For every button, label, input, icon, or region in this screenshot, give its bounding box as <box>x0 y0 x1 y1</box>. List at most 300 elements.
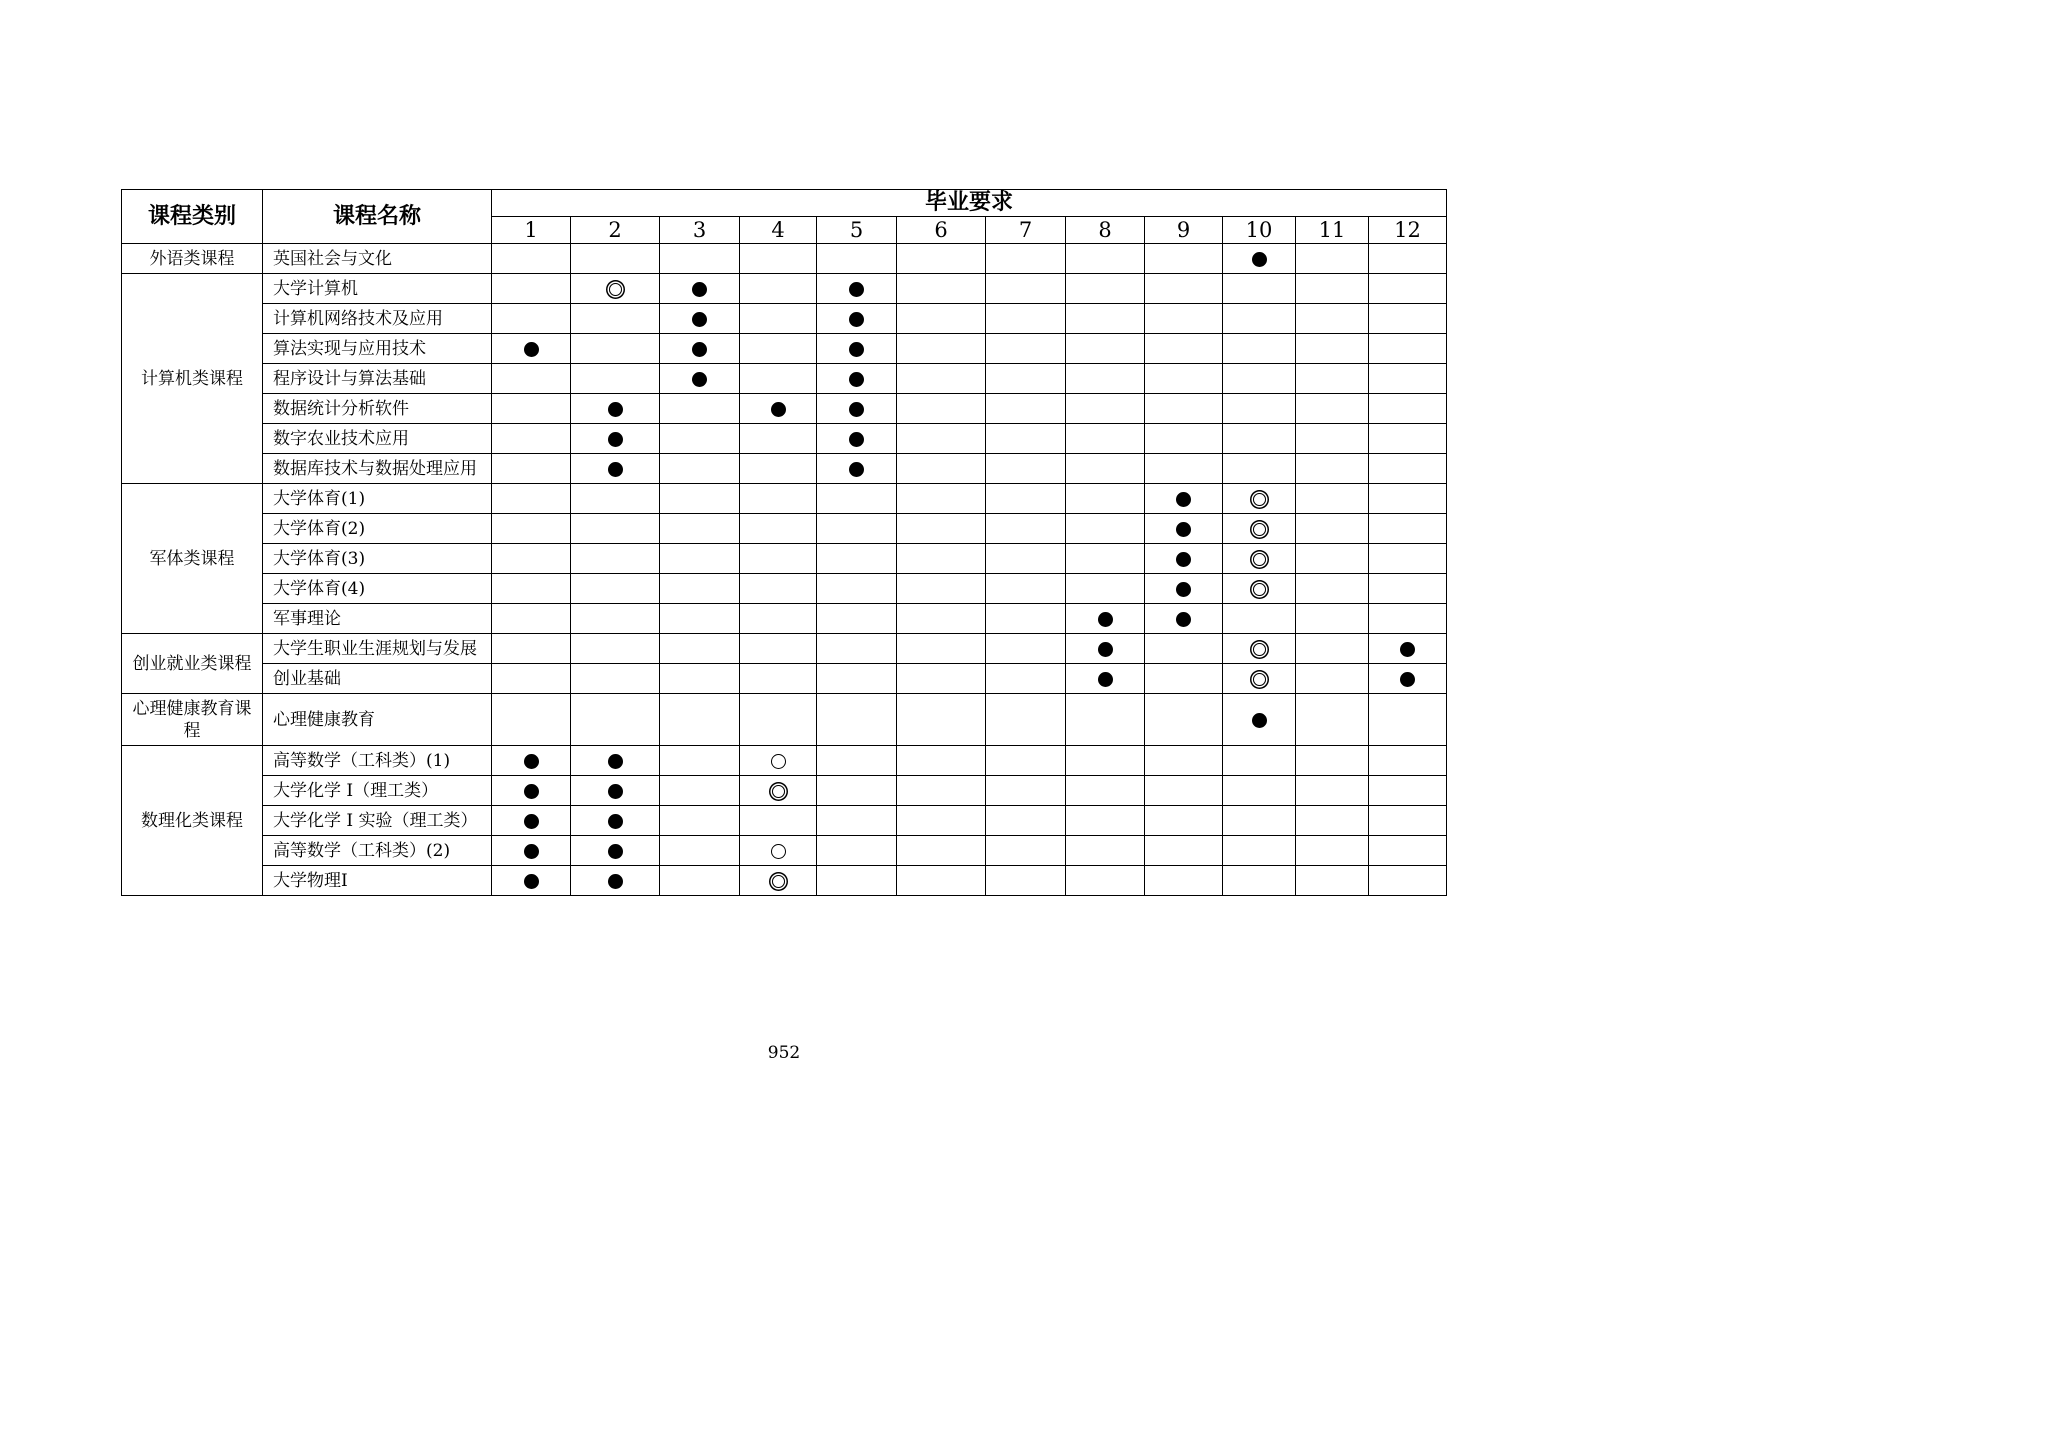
support-cell <box>986 304 1066 334</box>
support-cell <box>1066 244 1145 274</box>
support-cell <box>897 634 986 664</box>
course-name: 程序设计与算法基础 <box>263 364 492 394</box>
support-cell <box>660 304 740 334</box>
support-cell <box>1223 746 1296 776</box>
support-cell <box>660 364 740 394</box>
support-cell <box>740 746 817 776</box>
support-cell <box>897 866 986 896</box>
support-cell <box>1296 274 1369 304</box>
course-category: 军体类课程 <box>122 484 263 634</box>
support-cell <box>1223 634 1296 664</box>
support-cell <box>1223 514 1296 544</box>
course-name: 计算机网络技术及应用 <box>263 304 492 334</box>
support-cell <box>492 304 571 334</box>
support-cell <box>740 544 817 574</box>
support-cell <box>1223 394 1296 424</box>
support-cell <box>740 836 817 866</box>
support-mark <box>524 814 539 829</box>
support-cell <box>1369 604 1447 634</box>
requirement-number-5: 5 <box>817 217 897 244</box>
support-cell <box>1066 394 1145 424</box>
support-cell <box>1223 274 1296 304</box>
support-cell <box>897 244 986 274</box>
support-cell <box>492 274 571 304</box>
support-cell <box>897 604 986 634</box>
support-cell <box>1296 484 1369 514</box>
support-cell <box>897 304 986 334</box>
support-cell <box>817 364 897 394</box>
support-cell <box>492 424 571 454</box>
requirement-number-2: 2 <box>571 217 660 244</box>
requirement-number-4: 4 <box>740 217 817 244</box>
support-mark <box>608 754 623 769</box>
support-cell <box>1145 574 1223 604</box>
support-mark <box>1176 492 1191 507</box>
support-mark <box>1400 642 1415 657</box>
support-mark <box>1176 552 1191 567</box>
support-cell <box>1369 574 1447 604</box>
table-row <box>122 746 1447 776</box>
support-cell <box>1296 514 1369 544</box>
support-cell <box>986 274 1066 304</box>
table-row <box>122 454 1447 484</box>
support-cell <box>1369 776 1447 806</box>
support-cell <box>571 866 660 896</box>
support-cell <box>1296 304 1369 334</box>
support-cell <box>492 604 571 634</box>
support-cell <box>1296 574 1369 604</box>
support-cell <box>1066 364 1145 394</box>
support-cell <box>1369 274 1447 304</box>
support-cell <box>571 334 660 364</box>
support-cell <box>1066 274 1145 304</box>
support-cell <box>897 746 986 776</box>
support-cell <box>817 544 897 574</box>
table-row <box>122 244 1447 274</box>
support-cell <box>1066 836 1145 866</box>
support-cell <box>571 244 660 274</box>
course-category: 计算机类课程 <box>122 274 263 484</box>
support-mark <box>1252 252 1267 267</box>
support-mark <box>524 874 539 889</box>
support-cell <box>1369 806 1447 836</box>
support-cell <box>897 574 986 604</box>
course-name: 大学体育(2) <box>263 514 492 544</box>
support-cell <box>1145 634 1223 664</box>
support-cell <box>1145 806 1223 836</box>
support-cell <box>740 634 817 664</box>
support-mark <box>692 282 707 297</box>
support-cell <box>740 866 817 896</box>
support-cell <box>660 694 740 746</box>
course-name: 算法实现与应用技术 <box>263 334 492 364</box>
support-cell <box>986 634 1066 664</box>
support-cell <box>660 776 740 806</box>
support-cell <box>492 484 571 514</box>
support-cell <box>492 574 571 604</box>
support-cell <box>817 836 897 866</box>
support-cell <box>1223 694 1296 746</box>
support-cell <box>740 334 817 364</box>
support-cell <box>571 776 660 806</box>
header-row-top <box>122 190 1447 217</box>
support-cell <box>660 244 740 274</box>
support-cell <box>1066 746 1145 776</box>
support-cell <box>1145 334 1223 364</box>
support-cell <box>492 244 571 274</box>
support-cell <box>740 364 817 394</box>
support-mark <box>1253 523 1266 536</box>
support-mark <box>1252 713 1267 728</box>
support-cell <box>897 544 986 574</box>
support-cell <box>492 806 571 836</box>
support-cell <box>897 364 986 394</box>
support-cell <box>1145 746 1223 776</box>
support-cell <box>571 604 660 634</box>
support-mark <box>849 312 864 327</box>
support-cell <box>740 514 817 544</box>
table-row <box>122 604 1447 634</box>
support-cell <box>1369 424 1447 454</box>
support-cell <box>1223 664 1296 694</box>
support-mark <box>1176 522 1191 537</box>
support-cell <box>1223 604 1296 634</box>
table-row <box>122 806 1447 836</box>
support-mark <box>1098 612 1113 627</box>
support-mark <box>608 814 623 829</box>
support-cell <box>1066 514 1145 544</box>
table-row <box>122 776 1447 806</box>
table-row <box>122 334 1447 364</box>
support-cell <box>1066 866 1145 896</box>
support-mark <box>692 372 707 387</box>
support-cell <box>1369 304 1447 334</box>
support-cell <box>986 746 1066 776</box>
support-cell <box>817 304 897 334</box>
support-cell <box>660 664 740 694</box>
support-cell <box>1145 304 1223 334</box>
support-cell <box>492 776 571 806</box>
support-cell <box>740 484 817 514</box>
page-number: 952 <box>767 1043 801 1063</box>
support-cell <box>740 776 817 806</box>
support-cell <box>571 694 660 746</box>
support-cell <box>571 664 660 694</box>
support-cell <box>1369 634 1447 664</box>
support-mark <box>524 784 539 799</box>
support-cell <box>740 304 817 334</box>
support-cell <box>1066 304 1145 334</box>
support-cell <box>1296 604 1369 634</box>
support-mark <box>849 462 864 477</box>
course-category: 数理化类课程 <box>122 746 263 896</box>
support-mark <box>1253 493 1266 506</box>
support-mark <box>772 785 785 798</box>
support-cell <box>1066 776 1145 806</box>
support-mark <box>608 462 623 477</box>
support-mark <box>1253 673 1266 686</box>
support-mark <box>692 312 707 327</box>
support-mark <box>608 432 623 447</box>
support-cell <box>1296 544 1369 574</box>
support-cell <box>571 454 660 484</box>
course-name: 高等数学（工科类）(2) <box>263 836 492 866</box>
support-cell <box>1145 424 1223 454</box>
support-cell <box>897 776 986 806</box>
support-cell <box>1223 776 1296 806</box>
support-cell <box>571 394 660 424</box>
support-cell <box>1296 866 1369 896</box>
support-cell <box>660 394 740 424</box>
support-cell <box>1223 454 1296 484</box>
support-cell <box>660 634 740 664</box>
requirement-number-1: 1 <box>492 217 571 244</box>
support-cell <box>1369 244 1447 274</box>
support-cell <box>571 634 660 664</box>
support-cell <box>1296 334 1369 364</box>
support-cell <box>1369 746 1447 776</box>
support-cell <box>897 484 986 514</box>
support-cell <box>1066 484 1145 514</box>
header-graduation-requirements: 毕业要求 <box>492 190 1447 217</box>
support-cell <box>660 274 740 304</box>
support-mark <box>849 432 864 447</box>
support-cell <box>817 394 897 424</box>
support-mark <box>1253 643 1266 656</box>
support-cell <box>897 514 986 544</box>
support-cell <box>1066 544 1145 574</box>
requirement-number-6: 6 <box>897 217 986 244</box>
support-cell <box>660 514 740 544</box>
support-mark <box>1176 612 1191 627</box>
support-cell <box>660 424 740 454</box>
support-cell <box>1145 604 1223 634</box>
support-mark <box>608 874 623 889</box>
support-cell <box>571 424 660 454</box>
support-cell <box>1369 364 1447 394</box>
support-cell <box>660 544 740 574</box>
support-cell <box>986 394 1066 424</box>
support-cell <box>1145 274 1223 304</box>
support-cell <box>571 274 660 304</box>
support-cell <box>740 664 817 694</box>
support-cell <box>986 244 1066 274</box>
table-row <box>122 364 1447 394</box>
support-cell <box>986 776 1066 806</box>
support-cell <box>1066 334 1145 364</box>
support-cell <box>740 806 817 836</box>
table-row <box>122 866 1447 896</box>
support-cell <box>1066 806 1145 836</box>
support-cell <box>1223 424 1296 454</box>
support-cell <box>897 806 986 836</box>
course-name: 数据统计分析软件 <box>263 394 492 424</box>
support-cell <box>1296 806 1369 836</box>
requirement-number-7: 7 <box>986 217 1066 244</box>
support-cell <box>1369 664 1447 694</box>
support-cell <box>1145 836 1223 866</box>
course-name: 数据库技术与数据处理应用 <box>263 454 492 484</box>
support-cell <box>1066 454 1145 484</box>
table-row <box>122 304 1447 334</box>
course-name: 大学体育(4) <box>263 574 492 604</box>
support-cell <box>571 484 660 514</box>
table-row <box>122 574 1447 604</box>
support-cell <box>817 866 897 896</box>
support-cell <box>1296 364 1369 394</box>
support-cell <box>1223 364 1296 394</box>
support-cell <box>1369 544 1447 574</box>
support-cell <box>1223 836 1296 866</box>
course-name: 大学计算机 <box>263 274 492 304</box>
support-cell <box>1296 244 1369 274</box>
support-cell <box>1223 544 1296 574</box>
support-cell <box>1223 304 1296 334</box>
course-category: 心理健康教育课程 <box>122 694 263 746</box>
support-cell <box>986 604 1066 634</box>
support-cell <box>897 334 986 364</box>
support-cell <box>660 746 740 776</box>
support-cell <box>986 424 1066 454</box>
support-cell <box>1296 424 1369 454</box>
support-cell <box>817 574 897 604</box>
requirement-number-8: 8 <box>1066 217 1145 244</box>
support-cell <box>571 544 660 574</box>
course-name: 军事理论 <box>263 604 492 634</box>
support-cell <box>897 694 986 746</box>
support-cell <box>897 274 986 304</box>
support-cell <box>492 364 571 394</box>
support-cell <box>571 806 660 836</box>
support-mark <box>608 844 623 859</box>
support-cell <box>817 514 897 544</box>
support-cell <box>986 334 1066 364</box>
support-mark <box>849 402 864 417</box>
support-cell <box>1066 664 1145 694</box>
support-cell <box>1145 664 1223 694</box>
support-cell <box>740 424 817 454</box>
support-mark <box>1253 553 1266 566</box>
support-cell <box>1145 514 1223 544</box>
support-cell <box>740 274 817 304</box>
support-cell <box>1145 866 1223 896</box>
support-mark <box>771 402 786 417</box>
support-cell <box>660 836 740 866</box>
support-cell <box>817 484 897 514</box>
support-cell <box>571 304 660 334</box>
table-row <box>122 424 1447 454</box>
support-cell <box>1223 806 1296 836</box>
support-cell <box>1145 484 1223 514</box>
support-cell <box>740 244 817 274</box>
support-cell <box>492 664 571 694</box>
table-row <box>122 664 1447 694</box>
support-cell <box>571 836 660 866</box>
support-cell <box>1066 574 1145 604</box>
support-cell <box>1296 776 1369 806</box>
support-cell <box>1296 394 1369 424</box>
support-mark <box>849 372 864 387</box>
course-name: 大学体育(3) <box>263 544 492 574</box>
support-mark <box>524 754 539 769</box>
course-name: 大学化学 Ⅰ（理工类） <box>263 776 492 806</box>
support-cell <box>817 694 897 746</box>
support-cell <box>740 394 817 424</box>
table-row <box>122 514 1447 544</box>
course-name: 大学物理Ⅰ <box>263 866 492 896</box>
support-cell <box>986 514 1066 544</box>
support-cell <box>740 604 817 634</box>
course-category: 创业就业类课程 <box>122 634 263 694</box>
support-cell <box>660 484 740 514</box>
support-cell <box>1296 746 1369 776</box>
support-cell <box>1223 244 1296 274</box>
support-cell <box>817 424 897 454</box>
support-cell <box>1145 244 1223 274</box>
support-cell <box>571 746 660 776</box>
support-cell <box>660 334 740 364</box>
table-row <box>122 394 1447 424</box>
support-cell <box>660 574 740 604</box>
table-row <box>122 634 1447 664</box>
support-cell <box>986 664 1066 694</box>
support-cell <box>1369 836 1447 866</box>
support-cell <box>1145 394 1223 424</box>
support-mark <box>1176 582 1191 597</box>
support-cell <box>817 244 897 274</box>
support-cell <box>897 836 986 866</box>
support-cell <box>986 364 1066 394</box>
support-cell <box>571 574 660 604</box>
support-cell <box>1145 776 1223 806</box>
support-mark <box>1253 583 1266 596</box>
support-cell <box>1066 634 1145 664</box>
support-cell <box>897 664 986 694</box>
support-cell <box>1223 484 1296 514</box>
course-name: 数字农业技术应用 <box>263 424 492 454</box>
support-cell <box>492 694 571 746</box>
support-cell <box>1296 634 1369 664</box>
support-cell <box>986 806 1066 836</box>
support-cell <box>986 574 1066 604</box>
support-mark <box>1098 672 1113 687</box>
course-name: 大学化学 Ⅰ 实验（理工类） <box>263 806 492 836</box>
support-mark <box>1400 672 1415 687</box>
requirement-number-12: 12 <box>1369 217 1447 244</box>
support-cell <box>1369 694 1447 746</box>
support-mark <box>608 784 623 799</box>
support-cell <box>817 604 897 634</box>
course-name: 大学体育(1) <box>263 484 492 514</box>
support-cell <box>817 776 897 806</box>
table-row <box>122 544 1447 574</box>
support-cell <box>1145 694 1223 746</box>
support-mark <box>524 844 539 859</box>
support-cell <box>492 836 571 866</box>
support-cell <box>571 514 660 544</box>
support-cell <box>1296 694 1369 746</box>
support-cell <box>660 454 740 484</box>
support-cell <box>817 274 897 304</box>
support-cell <box>897 394 986 424</box>
header-course-name: 课程名称 <box>263 190 492 244</box>
support-cell <box>1145 454 1223 484</box>
header-category: 课程类别 <box>122 190 263 244</box>
course-name: 大学生职业生涯规划与发展 <box>263 634 492 664</box>
support-cell <box>660 604 740 634</box>
support-cell <box>492 334 571 364</box>
support-cell <box>660 866 740 896</box>
